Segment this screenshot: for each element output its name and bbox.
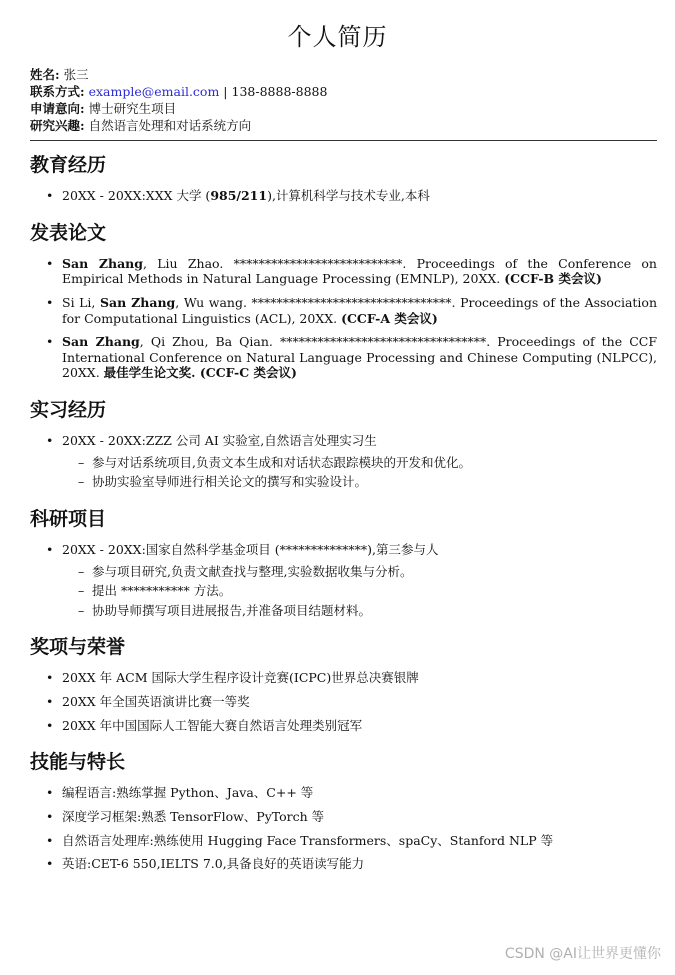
publication-author: San Zhang [99, 294, 176, 310]
skill-item: • 英语:CET-6 550,IELTS 7.0,具备良好的英语读写能力 [30, 856, 657, 872]
intent-value: 博士研究生项目 [88, 101, 177, 116]
publication-coauthor: Si Li, [62, 294, 100, 310]
publications-section [30, 220, 657, 381]
education-item-tier: 985/211 [210, 188, 268, 203]
skill-item: • 深度学习框架:熟悉 TensorFlow、PyTorch 等 [30, 809, 657, 825]
education-title: 教育经历 [30, 154, 107, 176]
skills-title: 技能与特长 [30, 751, 126, 774]
education-item-pre: 20XX - 20XX:XXX 大学 ( [62, 188, 211, 203]
contact-row [30, 83, 650, 100]
research-subitem: – 参与项目研究,负责文献查找与整理,实验数据收集与分析。 [62, 564, 657, 580]
publication-tag: (CCF-C 类会议) [199, 365, 297, 381]
skill-item: • 编程语言:熟练掌握 Python、Java、C++ 等 [30, 785, 657, 801]
internship-subitem: – 协助实验室导师进行相关论文的撰写和实验设计。 [62, 474, 657, 490]
contact-separator: | [223, 84, 228, 99]
internship-sublist [62, 455, 657, 490]
internship-item [30, 433, 657, 490]
internship-title: 实习经历 [30, 399, 107, 421]
research-item-text: 20XX - 20XX:国家自然科学基金项目 (**************),第三参与人 [62, 541, 439, 557]
research-subitem: – 协助导师撰写项目进展报告,并准备项目结题材料。 [62, 603, 657, 619]
publication-tag: (CCF-B 类会议) [504, 271, 602, 287]
publication-body: , Wu wang. ********************************. Proceedings of the Association for Computational Linguistics (ACL), 20XX. [62, 294, 657, 326]
research-section [30, 506, 657, 619]
skills-section [30, 749, 657, 872]
research-title: 科研项目 [30, 507, 107, 530]
internship-list [30, 433, 657, 490]
phone-value: 138-8888-8888 [231, 84, 328, 99]
research-sublist [62, 564, 657, 619]
internship-item-text: 20XX - 20XX:ZZZ 公司 AI 实验室,自然语言处理实习生 [62, 433, 377, 448]
page-title: 个人简历 [287, 23, 388, 51]
awards-section [30, 634, 657, 733]
awards-title: 奖项与荣誉 [30, 636, 126, 659]
awards-list [30, 670, 657, 733]
research-subitem: – 提出 *********** 方法。 [62, 583, 657, 599]
skill-item: • 自然语言处理库:熟练使用 Hugging Face Transformers、spaCy、Stanford NLP 等 [30, 833, 657, 849]
header-divider [30, 140, 657, 141]
interest-row [30, 117, 650, 134]
interest-label: 研究兴趣: [30, 118, 85, 133]
publication-award: 最佳学生论文奖. [103, 365, 200, 381]
resume-body [30, 152, 657, 888]
skills-list [30, 785, 657, 872]
publication-body: , Liu Zhao. ***************************. Proceedings of the Conference on Empirical Methods in Natural Language Processing (EMNLP), 20XX. [62, 255, 657, 287]
education-list [30, 188, 657, 204]
name-label: 姓名: [30, 67, 60, 82]
name-value: 张三 [63, 67, 89, 82]
internship-subitem: – 参与对话系统项目,负责文本生成和对话状态跟踪模块的开发和优化。 [62, 455, 657, 471]
watermark: CSDN @AI让世界更懂你 [504, 945, 661, 962]
publication-tag: (CCF-A 类会议) [341, 310, 438, 326]
research-item [30, 542, 657, 619]
publication-item [30, 334, 657, 381]
publication-item [30, 256, 657, 287]
award-item: • 20XX 年中国国际人工智能大赛自然语言处理类别冠军 [30, 718, 657, 734]
publications-title: 发表论文 [30, 221, 107, 244]
award-item: • 20XX 年 ACM 国际大学生程序设计竞赛(ICPC)世界总决赛银牌 [30, 670, 657, 686]
internship-section [30, 397, 657, 490]
email-link[interactable]: example@email.com [88, 84, 220, 99]
interest-value: 自然语言处理和对话系统方向 [88, 118, 252, 133]
publication-author: San Zhang [62, 334, 140, 350]
publications-list [30, 256, 657, 381]
personal-info [30, 66, 650, 134]
contact-label: 联系方式: [30, 84, 85, 99]
publication-author: San Zhang [62, 255, 143, 271]
research-list [30, 542, 657, 619]
education-item [30, 188, 657, 204]
education-item-post: ),计算机科学与技术专业,本科 [267, 188, 430, 203]
intent-label: 申请意向: [30, 101, 85, 116]
name-row [30, 66, 650, 83]
education-section [30, 152, 657, 204]
intent-row [30, 100, 650, 117]
publication-item [30, 295, 657, 326]
award-item: • 20XX 年全国英语演讲比赛一等奖 [30, 694, 657, 710]
publication-body: , Qi Zhou, Ba Qian. *********************************. Proceedings of the CCF International Conference on Natural Language Processing and Chinese Computing (NLPCC), 20XX. [62, 334, 657, 381]
